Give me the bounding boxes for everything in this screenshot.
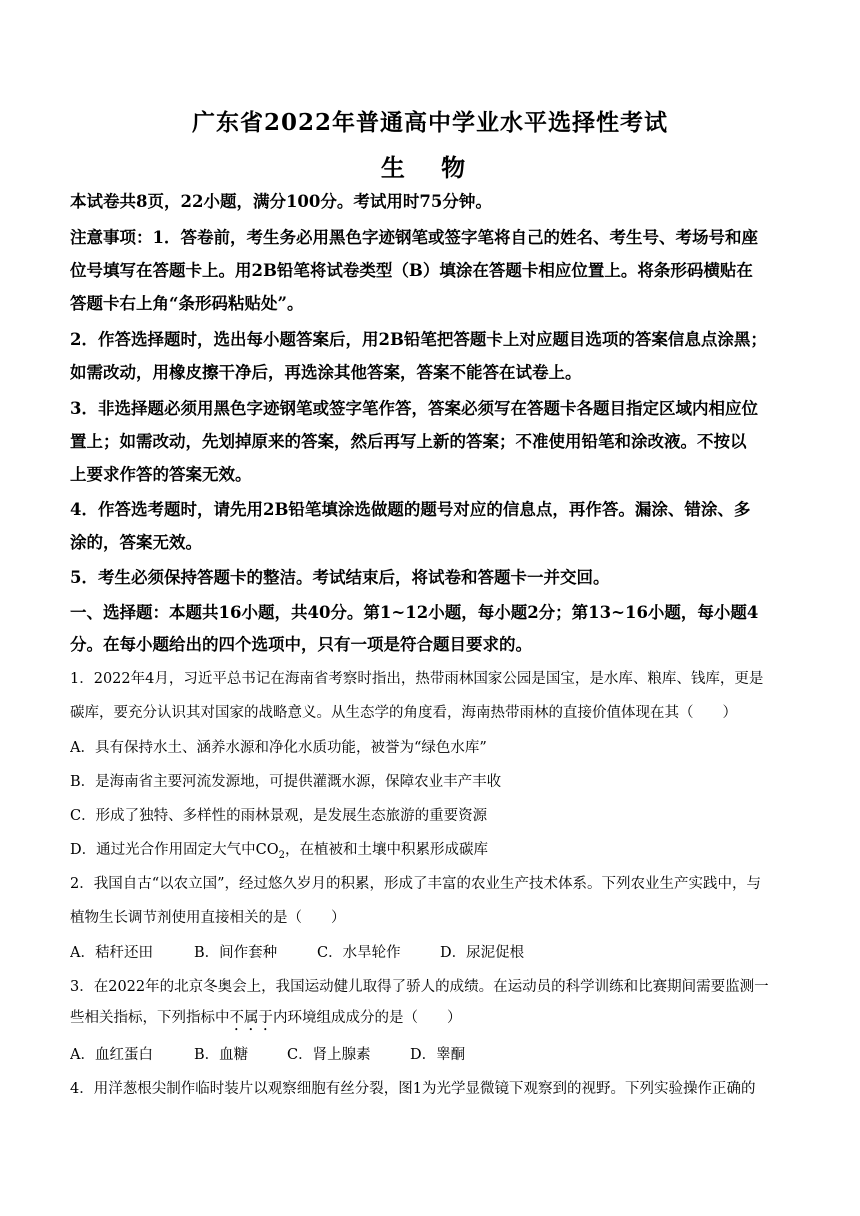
option-text: ，在植被和土壤中积累形成碳库 — [284, 842, 488, 858]
answer-option: D．尿泥促根 — [440, 945, 525, 961]
note-line: 2．作答选择题时，选出每小题答案后，用2B铅笔把答题卡上对应题目选项的答案信息点涂黑； — [70, 330, 767, 349]
answer-option: A．具有保持水土、涵养水源和净化水质功能，被誉为“绿色水库” — [70, 740, 487, 756]
note-line: 5．考生必须保持答题卡的整洁。考试结束后，将试卷和答题卡一并交回。 — [70, 568, 610, 587]
section-heading: 分。在每小题给出的四个选项中，只有一项是符合题目要求的。 — [70, 635, 532, 654]
note-line: 上要求作答的答案无效。 — [70, 465, 252, 484]
answer-option: B．是海南省主要河流发源地，可提供灌溉水源，保障农业丰产丰收 — [70, 774, 502, 790]
answer-option: A．血红蛋白 — [70, 1047, 153, 1063]
answer-option: A．秸秆还田 — [70, 945, 153, 961]
question-stem: 4．用洋葱根尖制作临时装片以观察细胞有丝分裂，图1为光学显微镜下观察到的视野。下列实验操作正确的 — [70, 1081, 756, 1097]
answer-option — [70, 840, 800, 866]
question-stem: 碳库，要充分认识其对国家的战略意义。从生态学的角度看，海南热带雨林的直接价值体现在其（ ） — [70, 705, 737, 721]
note-line: 注意事项：1．答卷前，考生务必用黑色字迹钢笔或签字笔将自己的姓名、考生号、考场号和座 — [70, 228, 758, 247]
subject-heading: 生 物 — [380, 153, 480, 182]
note-line: 3．非选择题必须用黑色字迹钢笔或签字笔作答，答案必须写在答题卡各题目指定区域内相应位 — [70, 399, 758, 418]
option-text: D．通过光合作用固定大气中CO — [70, 842, 279, 858]
subscript: 2 — [278, 849, 285, 861]
question-stem — [70, 1008, 800, 1034]
answer-option: C．水旱轮作 — [317, 945, 401, 961]
question-stem: 2．我国自古“以农立国”，经过悠久岁月的积累，形成了丰富的农业生产技术体系。下列农业生产实践中，与 — [70, 876, 762, 892]
question-stem: 3．在2022年的北京冬奥会上，我国运动健儿取得了骄人的成绩。在运动员的科学训练和比赛期间需要监测一 — [70, 979, 769, 995]
answer-option: C．形成了独特、多样性的雨林景观，是发展生态旅游的重要资源 — [70, 808, 488, 824]
answer-option: C．肾上腺素 — [287, 1047, 371, 1063]
answer-option: D．睾酮 — [410, 1047, 466, 1063]
note-line: 位号填写在答题卡上。用2B铅笔将试卷类型（B）填涂在答题卡相应位置上。将条形码横贴在 — [70, 261, 753, 280]
section-heading: 一、选择题：本题共16小题，共40分。第1~12小题，每小题2分；第13~16小题，每小题4 — [70, 603, 759, 622]
question-stem: 1．2022年4月，习近平总书记在海南省考察时指出，热带雨林国家公园是国宝，是水库、粮库、钱库，更是 — [70, 671, 764, 687]
stem-text: 些相关指标，下列指标中 — [70, 1010, 230, 1026]
emphasis-text: 不属于 — [229, 1010, 273, 1026]
note-line: 涂的，答案无效。 — [70, 533, 202, 552]
note-line: 答题卡右上角“条形码粘贴处”。 — [70, 294, 304, 313]
question-stem: 植物生长调节剂使用直接相关的是（ ） — [70, 910, 346, 926]
answer-option: B．间作套种 — [194, 945, 278, 961]
exam-title: 广东省2022年普通高中学业水平选择性考试 — [191, 109, 668, 136]
note-line: 置上；如需改动，先划掉原来的答案，然后再写上新的答案；不准使用铅笔和涂改液。不按以 — [70, 432, 747, 451]
answer-option: B．血糖 — [194, 1047, 249, 1063]
note-line: 如需改动，用橡皮擦干净后，再选涂其他答案，答案不能答在试卷上。 — [70, 363, 582, 382]
answer-options-row — [70, 1045, 800, 1065]
answer-options-row — [70, 943, 800, 963]
note-line: 4．作答选考题时，请先用2B铅笔填涂选做题的题号对应的信息点，再作答。漏涂、错涂、多 — [70, 500, 751, 519]
intro-line: 本试卷共8页，22小题，满分100分。考试用时75分钟。 — [70, 192, 492, 211]
stem-text: 内环境组成成分的是（ ） — [273, 1010, 462, 1026]
